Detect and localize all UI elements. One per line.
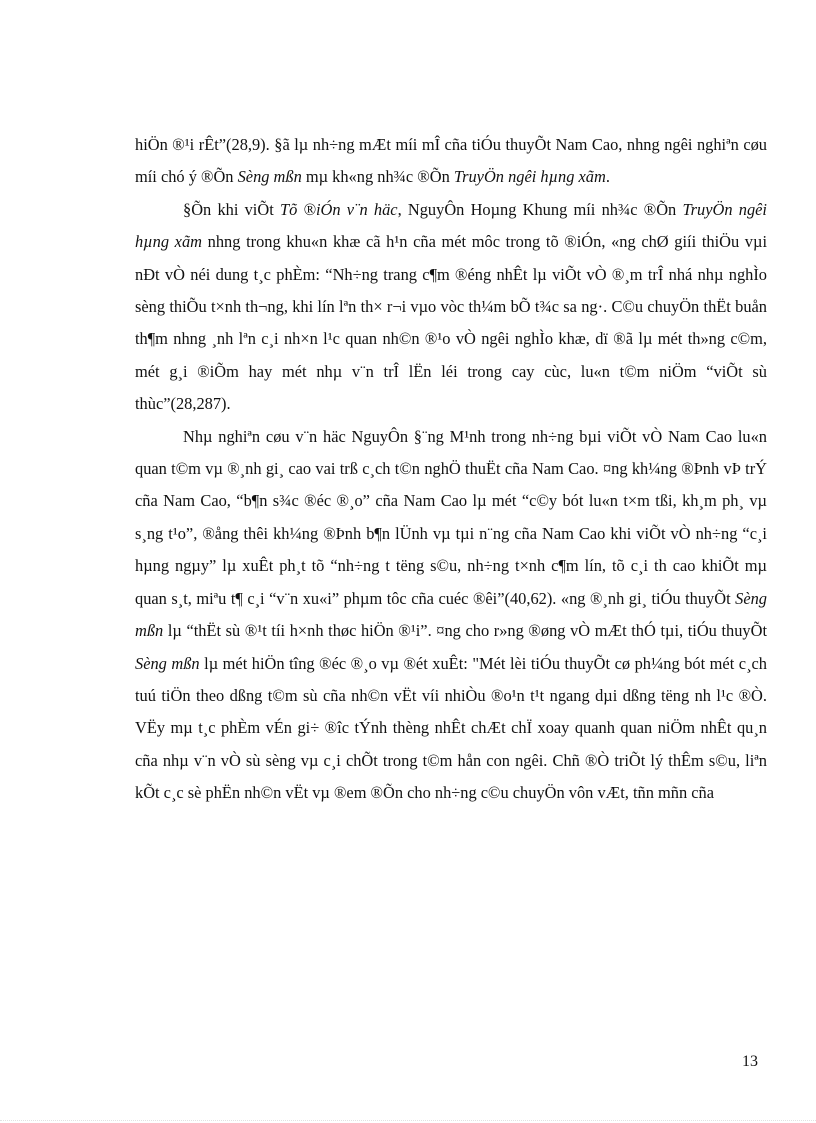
text-run: lµ mét hiÖn tîng ®éc ®¸o vµ ®ét xuÊt: "Mét lèi tiÓu thuyÕt cø ph¼ng bót mét c¸ch tuú tiÖn theo dßng t©m sù cña nh©n vËt víi nhiÒu ®o¹n t¹t ngang dµi dßng tëng nh l¹c ®Ò. VËy mµ t¸c phÈm vÉn gi÷ ®îc tÝnh thèng nhÊt chÆt chÏ xoay quanh quan niÖm nhÊt qu¸n cña nhµ v¨n vÒ sù sèng vµ c¸i chÕt trong t©m hån con ngêi. Chñ ®Ò triÕt lý thÊm s©u, liªn kÕt c¸c sè phËn nh©n vËt vµ ®em ®Õn cho nh÷ng c©u chuyÖn vôn vÆt, tñn mñn cña [135,653,767,803]
paragraph-1 [135,129,767,194]
book-title-truyen-nguoi-hang-xom: TruyÖn ngêi hµng xãm [135,199,767,252]
paragraph-3 [135,421,767,810]
paragraph-2 [135,194,767,421]
text-run: lµ “thËt sù ®¹t tíi h×nh thøc hiÖn ®¹i”. ¤ng cho r»ng ®øng vÒ mÆt thÓ tµi, tiÓu thuyÕt [163,621,767,641]
text-run: mµ kh«ng nh¾c ®Õn [301,167,454,187]
text-run: nhng trong khu«n khæ cã h¹n cña mét môc trong tõ ®iÓn, «ng chØ giíi thiÖu vµi nÐt vÒ néi dung t¸c phÈm: “Nh÷ng trang c¶m ®éng nhÊt lµ viÕt vÒ ®¸m trÎ nhá nhµ nghÌo sèng thiÕu t×nh th¬ng, khi lín lªn th× r¬i vµo vòc th¼m bÕ t¾c sa ng·. C©u chuyÖn thËt buån th¶m nhng ¸nh lªn c¸i nh×n l¹c quan nh©n ®¹o vÒ ngêi nghÌo khæ, dï ®ã lµ mét th»ng c©m, mét g¸i ®iÕm hay mét nhµ v¨n trÎ lËn léi trong cay cùc, lu«n t©m niÖm “viÕt sù thùc”(28,287). [135,232,768,414]
page-body [135,129,767,810]
text-run: §Õn khi viÕt [183,199,280,219]
footer-divider [0,1120,816,1121]
book-title-song-mon: Sèng mßn [135,653,200,673]
page-number: 13 [742,1053,758,1070]
text-run: hiÖn ®¹i rÊt”(28,9). §ã lµ nh÷ng mÆt míi mÎ cña tiÓu thuyÕt Nam Cao, nhng ngêi nghiªn cøu míi chó ý ®Õn [135,135,767,187]
book-title-tu-dien-van-hoc: Tõ ®iÓn v¨n häc [279,199,398,219]
book-title-song-mon: Sèng mßn [135,588,767,641]
text-run: . [605,167,610,187]
text-run: , NguyÔn Hoµng Khung míi nh¾c ®Õn [397,199,683,219]
text-run: Nhµ nghiªn cøu v¨n häc NguyÔn §¨ng M¹nh trong nh÷ng bµi viÕt vÒ Nam Cao lu«n quan t©m vµ ®¸nh gi¸ cao vai trß c¸ch t©n nghÖ thuËt cña Nam Cao. ¤ng kh¼ng ®Þnh vÞ trÝ cña Nam Cao, “b¶n s¾c ®éc ®¸o” cña Nam Cao lµ mét “c©y bót lu«n t×m tßi, kh¸m ph¸ vµ s¸ng t¹o”, ®ång thêi kh¼ng ®Þnh b¶n lÜnh vµ tµi n¨ng cña Nam Cao khi viÕt vÒ nh÷ng “c¸i hµng ngµy” lµ xuÊt ph¸t tõ “nh÷ng t tëng s©u, nh÷ng t×nh c¶m lín, tõ c¸i th cao khiÕt mµ quan s¸t, miªu t¶ c¸i “v¨n xu«i” phµm tôc cña cuéc ®êi”(40,62). «ng ®¸nh gi¸ tiÓu thuyÕt [135,426,767,608]
book-title-song-mon: Sèng mßn [237,167,302,187]
book-title-truyen-nguoi-hang-xom: TruyÖn ngêi hµng xãm [453,167,606,187]
